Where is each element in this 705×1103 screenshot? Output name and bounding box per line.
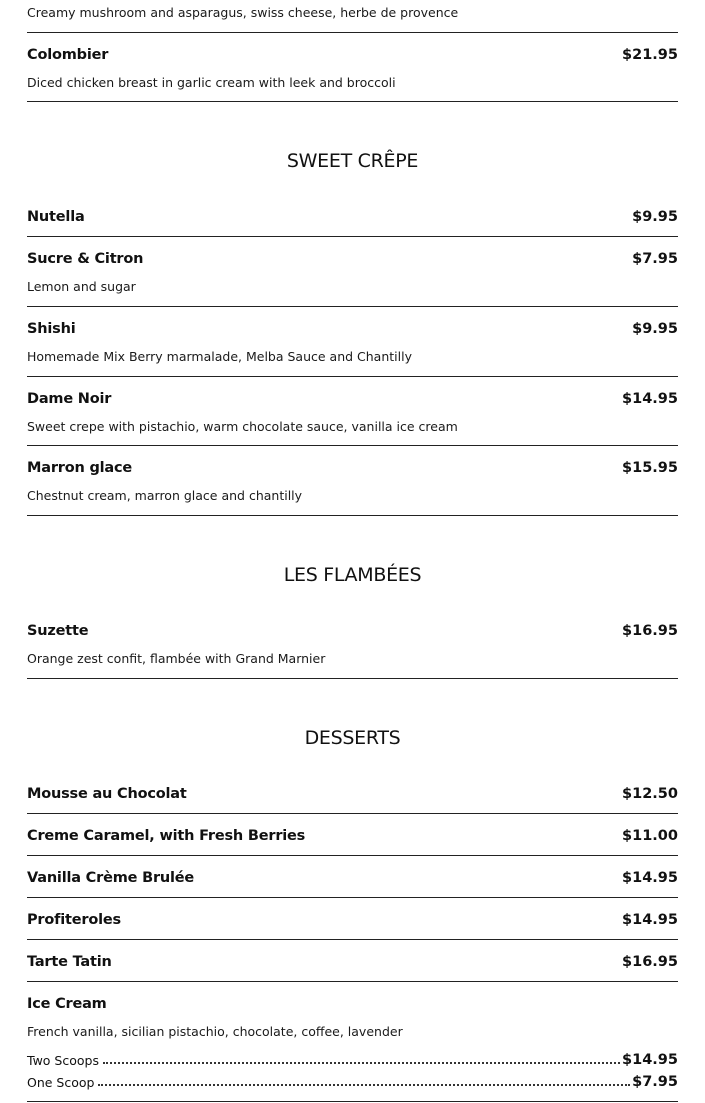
item-description: Diced chicken breast in garlic cream with leek and broccoli — [27, 75, 396, 90]
menu-item-nutella — [27, 209, 678, 229]
menu-item-marron-glace — [27, 460, 678, 480]
item-price: $9.95 — [632, 321, 678, 337]
divider — [27, 32, 678, 33]
item-name: Vanilla Crème Brulée — [27, 870, 195, 886]
item-price: $7.95 — [632, 251, 678, 267]
item-name: Colombier — [27, 47, 109, 63]
dot-leader — [98, 1084, 630, 1086]
item-description: Chestnut cream, marron glace and chantilly — [27, 488, 303, 503]
menu-item-sucre-citron — [27, 251, 678, 271]
option-label: Two Scoops — [27, 1053, 99, 1068]
menu-item-profiteroles — [27, 912, 678, 932]
menu-item-dame-noir — [27, 391, 678, 411]
item-name: Suzette — [27, 623, 89, 639]
menu-item-mousse-au-chocolat — [27, 786, 678, 806]
menu-item-ice-cream — [27, 996, 678, 1016]
menu-item-suzette — [27, 623, 678, 643]
menu-item-colombier — [27, 47, 678, 67]
item-price: $15.95 — [622, 460, 678, 476]
menu-item-creme-caramel — [27, 828, 678, 848]
item-description: Creamy mushroom and asparagus, swiss cheese, herbe de provence — [27, 5, 459, 20]
divider — [27, 236, 678, 237]
item-name: Mousse au Chocolat — [27, 786, 187, 802]
item-price: $14.95 — [622, 391, 678, 407]
ice-cream-option-one-scoop — [27, 1072, 678, 1090]
item-name: Marron glace — [27, 460, 133, 476]
divider — [27, 101, 678, 102]
section-title-les-flambees: LES FLAMBÉES — [283, 564, 422, 586]
option-label: One Scoop — [27, 1075, 95, 1090]
divider — [27, 678, 678, 679]
ice-cream-option-two-scoops — [27, 1050, 678, 1068]
item-name: Sucre & Citron — [27, 251, 144, 267]
item-price: $9.95 — [632, 209, 678, 225]
option-price: $7.95 — [632, 1074, 678, 1090]
item-name: Profiteroles — [27, 912, 121, 928]
divider — [27, 897, 678, 898]
item-price: $21.95 — [622, 47, 678, 63]
menu-item-vanilla-creme-brulee — [27, 870, 678, 890]
divider — [27, 306, 678, 307]
divider — [27, 813, 678, 814]
divider — [27, 1101, 678, 1102]
item-description: Sweet crepe with pistachio, warm chocolate sauce, vanilla ice cream — [27, 419, 458, 434]
divider — [27, 445, 678, 446]
section-title-sweet-crepe: SWEET CRÊPE — [286, 150, 419, 172]
menu-item-tarte-tatin — [27, 954, 678, 974]
item-name: Shishi — [27, 321, 76, 337]
divider — [27, 981, 678, 982]
item-price: $11.00 — [622, 828, 678, 844]
section-title-desserts: DESSERTS — [304, 727, 401, 749]
menu-item-shishi — [27, 321, 678, 341]
item-description: Lemon and sugar — [27, 279, 136, 294]
divider — [27, 515, 678, 516]
item-description: Orange zest confit, flambée with Grand Marnier — [27, 651, 326, 666]
item-price: $16.95 — [622, 954, 678, 970]
dot-leader — [103, 1062, 620, 1064]
divider — [27, 855, 678, 856]
divider — [27, 939, 678, 940]
item-price: $14.95 — [622, 870, 678, 886]
item-name: Tarte Tatin — [27, 954, 112, 970]
item-name: Creme Caramel, with Fresh Berries — [27, 828, 306, 844]
item-price: $16.95 — [622, 623, 678, 639]
item-name: Dame Noir — [27, 391, 112, 407]
item-price: $12.50 — [622, 786, 678, 802]
divider — [27, 376, 678, 377]
item-description: French vanilla, sicilian pistachio, chocolate, coffee, lavender — [27, 1024, 403, 1039]
option-price: $14.95 — [622, 1052, 678, 1068]
item-name: Nutella — [27, 209, 85, 225]
item-description: Homemade Mix Berry marmalade, Melba Sauce and Chantilly — [27, 349, 412, 364]
item-price: $14.95 — [622, 912, 678, 928]
item-name: Ice Cream — [27, 996, 107, 1012]
